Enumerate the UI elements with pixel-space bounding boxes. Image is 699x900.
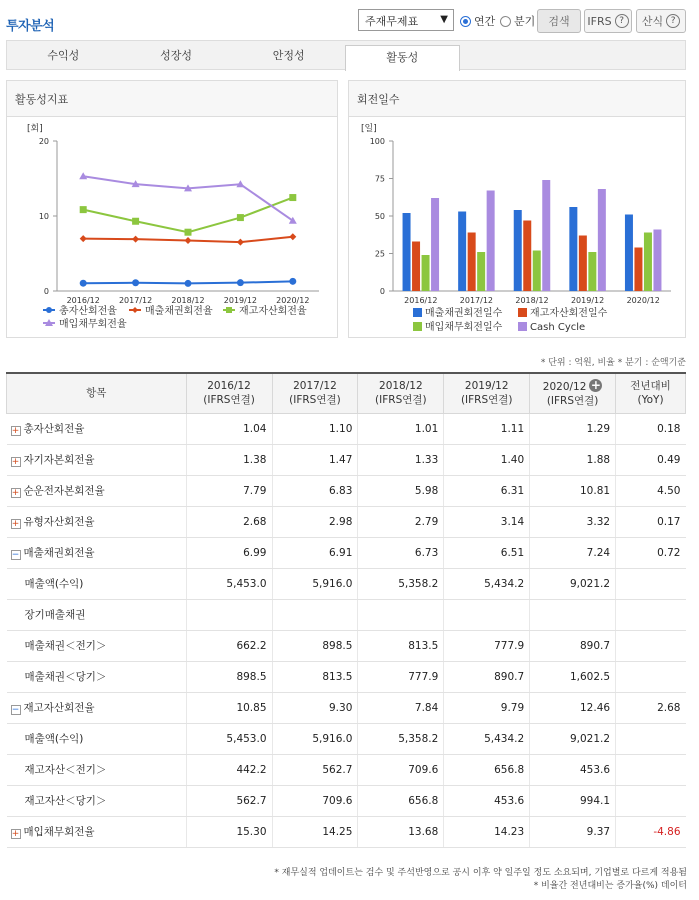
table-row: [7, 568, 686, 599]
value-cell: 442.2: [186, 754, 272, 785]
value-cell: 5,434.2: [444, 723, 530, 754]
data-point: [80, 235, 87, 242]
legend-marker: [226, 307, 232, 313]
value-cell: 1,602.5: [530, 661, 616, 692]
data-point: [132, 218, 139, 225]
legend-swatch: [413, 322, 422, 331]
y-tick-label: 20: [38, 137, 49, 146]
row-label-cell[interactable]: [7, 413, 187, 444]
tab-stability[interactable]: 안정성: [272, 49, 305, 62]
data-point: [237, 279, 244, 286]
value-cell: 15.30: [186, 816, 272, 847]
yoy-cell: 0.17: [616, 506, 686, 537]
header-period: 2020/12: [542, 380, 587, 393]
formula-button-label: 산식: [641, 15, 664, 28]
column-header-item: 항목: [7, 373, 187, 413]
y-tick-label: 100: [369, 137, 385, 146]
value-cell: [272, 599, 358, 630]
yoy-cell: 0.72: [616, 537, 686, 568]
x-tick-label: 2016/12: [404, 296, 438, 305]
value-cell: 3.14: [444, 506, 530, 537]
legend-marker: [132, 307, 138, 313]
value-cell: 1.01: [358, 413, 444, 444]
data-point: [237, 214, 244, 221]
y-tick-label: 0: [43, 287, 49, 296]
legend-label: 재고자산회전일수: [530, 308, 608, 319]
value-cell: [358, 599, 444, 630]
legend-swatch: [518, 308, 527, 317]
header-period: 2016/12: [207, 380, 251, 393]
value-cell: 2.68: [186, 506, 272, 537]
value-cell: 3.32: [530, 506, 616, 537]
radio-quarter-label: 분기: [514, 15, 536, 28]
bar: [514, 210, 522, 291]
row-label-cell[interactable]: [7, 692, 187, 723]
value-cell: [186, 599, 272, 630]
table-row: [7, 630, 686, 661]
row-label: 순운전자본회전율: [23, 485, 105, 497]
value-cell: 890.7: [444, 661, 530, 692]
expand-icon[interactable]: +: [11, 829, 20, 839]
yoy-cell: [616, 661, 686, 692]
bar: [431, 198, 439, 291]
table-row: [7, 537, 686, 568]
legend-label: 총자산회전율: [59, 306, 117, 317]
help-icon: ?: [615, 14, 629, 28]
tab-spacer: [572, 41, 685, 69]
data-point: [237, 239, 244, 246]
column-header-yoy: [616, 373, 686, 413]
bar: [598, 189, 606, 291]
row-label-cell: [7, 754, 187, 785]
value-cell: 662.2: [186, 630, 272, 661]
legend-swatch: [518, 322, 527, 331]
turnover-days-panel: [348, 80, 686, 338]
bar: [579, 236, 587, 292]
activity-table: [6, 372, 686, 848]
value-cell: 9.30: [272, 692, 358, 723]
value-cell: 6.99: [186, 537, 272, 568]
value-cell: 1.88: [530, 444, 616, 475]
legend-swatch: [413, 308, 422, 317]
table-row: [7, 506, 686, 537]
footnote-yoy: * 비율간 전년대비는 증가율(%) 데이터: [533, 881, 687, 891]
value-cell: 1.33: [358, 444, 444, 475]
bar: [542, 180, 550, 291]
y-unit-label: [회]: [27, 124, 43, 134]
table-row: [7, 723, 686, 754]
value-cell: 656.8: [444, 754, 530, 785]
row-label-cell[interactable]: [7, 444, 187, 475]
row-label: 유형자산회전율: [23, 516, 95, 528]
value-cell: 1.40: [444, 444, 530, 475]
data-point: [80, 206, 87, 213]
data-point: [80, 280, 87, 287]
legend-label: 매입채무회전율: [59, 319, 127, 330]
x-tick-label: 2017/12: [118, 296, 153, 305]
value-cell: 5,358.2: [358, 568, 444, 599]
column-header-2017: [272, 373, 358, 413]
value-cell: 5,916.0: [272, 568, 358, 599]
bar: [477, 252, 485, 291]
expand-icon[interactable]: +: [11, 426, 20, 436]
value-cell: 7.79: [186, 475, 272, 506]
add-column-icon[interactable]: +: [590, 377, 601, 392]
header-period: 2017/12: [293, 380, 337, 393]
x-tick-label: 2016/12: [66, 296, 100, 305]
yoy-cell: 2.68: [616, 692, 686, 723]
legend-label: 매출채권회전일수: [425, 308, 503, 319]
data-point: [185, 280, 192, 287]
value-cell: 5.98: [358, 475, 444, 506]
value-cell: 5,916.0: [272, 723, 358, 754]
value-cell: 7.24: [530, 537, 616, 568]
row-label: 재고자산＜당기＞: [24, 795, 107, 807]
yoy-cell: 4.50: [616, 475, 686, 506]
x-tick-label: 2020/12: [276, 296, 310, 305]
radio-annual[interactable]: [460, 13, 495, 29]
y-tick-label: 75: [374, 174, 385, 184]
radio-quarter[interactable]: [500, 13, 535, 29]
row-label: 매출채권회전율: [23, 547, 95, 559]
tab-activity[interactable]: 활동성: [345, 45, 460, 71]
value-cell: 12.46: [530, 692, 616, 723]
value-cell: 777.9: [358, 661, 444, 692]
header-yoy-sub: (YoY): [637, 394, 664, 407]
legend-label: 매출채권회전율: [145, 306, 213, 317]
tab-spacer: [460, 41, 573, 69]
legend-label: Cash Cycle: [530, 322, 586, 333]
value-cell: 562.7: [186, 785, 272, 816]
bar: [458, 212, 466, 292]
value-cell: 6.91: [272, 537, 358, 568]
column-header-2018: [358, 373, 444, 413]
activity-line-chart: [7, 118, 337, 338]
value-cell: 6.51: [444, 537, 530, 568]
bar: [533, 251, 541, 292]
chevron-down-icon: ▼: [440, 14, 448, 25]
table-row: [7, 413, 686, 444]
table-row: [7, 692, 686, 723]
x-tick-label: 2020/12: [626, 296, 660, 305]
activity-ratio-panel: [6, 80, 338, 338]
ifrs-button-label: IFRS: [587, 14, 612, 28]
yoy-cell: 0.18: [616, 413, 686, 444]
table-row: [7, 785, 686, 816]
bar: [468, 233, 476, 292]
value-cell: 14.23: [444, 816, 530, 847]
footnote-update: * 재무실적 업데이트는 검수 및 주석반영으로 공시 이후 약 일주일 정도 소요되며, 기업별로 다르게 적용됨: [274, 868, 687, 878]
statement-select-value: 주재무제표: [365, 15, 419, 28]
panel-title: 활동성지표: [7, 81, 337, 117]
yoy-cell: 0.49: [616, 444, 686, 475]
value-cell: 1.04: [186, 413, 272, 444]
column-header-2016: [186, 373, 272, 413]
header-basis: (IFRS연결): [546, 394, 599, 407]
value-cell: 656.8: [358, 785, 444, 816]
row-label-cell: [7, 568, 187, 599]
statement-select[interactable]: [358, 9, 454, 31]
value-cell: 6.73: [358, 537, 444, 568]
table-row: [7, 599, 686, 630]
table-row: [7, 661, 686, 692]
value-cell: 9,021.2: [530, 568, 616, 599]
bar: [569, 207, 577, 291]
value-cell: 10.85: [186, 692, 272, 723]
value-cell: 6.83: [272, 475, 358, 506]
value-cell: 10.81: [530, 475, 616, 506]
formula-button[interactable]: [636, 9, 686, 33]
value-cell: 6.31: [444, 475, 530, 506]
series-line: [83, 198, 293, 233]
row-label: 자기자본회전율: [23, 454, 95, 466]
row-label: 매출채권＜당기＞: [24, 671, 107, 683]
value-cell: 453.6: [444, 785, 530, 816]
legend-label: 매입채무회전일수: [425, 322, 503, 333]
data-point: [289, 194, 296, 201]
value-cell: 709.6: [358, 754, 444, 785]
header-yoy-label: 전년대비: [630, 380, 671, 393]
row-label-cell: [7, 630, 187, 661]
top-bar: [0, 0, 699, 38]
column-header-2019: [444, 373, 530, 413]
value-cell: 1.47: [272, 444, 358, 475]
bar: [588, 252, 596, 291]
value-cell: 5,453.0: [186, 568, 272, 599]
row-label-cell[interactable]: [7, 816, 187, 847]
data-point: [185, 229, 192, 236]
header-basis: (IFRS연결): [460, 394, 513, 407]
radio-annual-label: 연간: [474, 15, 496, 28]
help-icon: ?: [666, 14, 680, 28]
yoy-cell: [616, 599, 686, 630]
y-tick-label: 25: [374, 249, 385, 259]
expand-icon[interactable]: +: [11, 519, 20, 529]
value-cell: 9.79: [444, 692, 530, 723]
row-label-cell[interactable]: [7, 475, 187, 506]
yoy-cell: -4.86: [616, 816, 686, 847]
value-cell: 813.5: [358, 630, 444, 661]
data-point: [185, 237, 192, 244]
bar: [487, 191, 495, 292]
value-cell: 1.38: [186, 444, 272, 475]
value-cell: 709.6: [272, 785, 358, 816]
row-label: 매출채권＜전기＞: [24, 640, 107, 652]
yoy-cell: [616, 630, 686, 661]
y-tick-label: 0: [379, 287, 385, 296]
table-row: [7, 444, 686, 475]
bar: [412, 242, 420, 292]
row-label: 재고자산회전율: [23, 702, 95, 714]
value-cell: 994.1: [530, 785, 616, 816]
value-cell: 7.84: [358, 692, 444, 723]
row-label-cell: [7, 723, 187, 754]
value-cell: 1.29: [530, 413, 616, 444]
radio-checked-icon: [460, 16, 471, 27]
collapse-icon[interactable]: −: [11, 705, 20, 715]
bar: [523, 221, 531, 292]
table-header-row: [7, 373, 686, 413]
table-row: [7, 754, 686, 785]
expand-icon[interactable]: +: [11, 488, 20, 498]
data-point: [132, 279, 139, 286]
series-line: [83, 176, 293, 220]
tab-growth[interactable]: 성장성: [160, 49, 192, 62]
radio-unchecked-icon: [500, 16, 511, 27]
row-label: 재고자산＜전기＞: [24, 764, 107, 776]
legend-label: 재고자산회전율: [239, 306, 307, 317]
value-cell: 13.68: [358, 816, 444, 847]
header-basis: (IFRS연결): [375, 394, 427, 407]
value-cell: 5,358.2: [358, 723, 444, 754]
header-period: 2018/12: [379, 380, 423, 393]
row-label-cell[interactable]: [7, 506, 187, 537]
data-point: [289, 278, 296, 285]
tab-profitability[interactable]: 수익성: [47, 49, 80, 62]
table-row: [7, 816, 686, 847]
bar: [634, 248, 642, 292]
yoy-cell: [616, 754, 686, 785]
header-basis: (IFRS연결): [289, 394, 341, 407]
value-cell: 898.5: [272, 630, 358, 661]
x-tick-label: 2019/12: [570, 296, 605, 305]
y-tick-label: 50: [374, 212, 385, 221]
row-label-cell[interactable]: [7, 537, 187, 568]
expand-icon[interactable]: +: [11, 457, 20, 467]
header-basis: (IFRS연결): [203, 394, 255, 407]
analysis-tabs: [6, 40, 686, 70]
turnover-bar-chart: [349, 118, 685, 338]
yoy-cell: [616, 568, 686, 599]
unit-note: * 단위 : 억원, 비율 * 분기 : 순액기준: [540, 358, 686, 368]
collapse-icon[interactable]: −: [11, 550, 20, 560]
bar: [403, 213, 411, 291]
x-tick-label: 2017/12: [459, 296, 494, 305]
y-unit-label: [일]: [361, 124, 377, 134]
value-cell: 5,453.0: [186, 723, 272, 754]
value-cell: 1.11: [444, 413, 530, 444]
bar: [644, 233, 652, 292]
column-header-2020: [530, 373, 616, 413]
value-cell: [530, 599, 616, 630]
value-cell: 453.6: [530, 754, 616, 785]
ifrs-button[interactable]: [584, 9, 632, 33]
value-cell: 14.25: [272, 816, 358, 847]
page-title: 투자분석: [6, 19, 55, 34]
data-point: [132, 236, 139, 243]
row-label: 매출액(수익): [24, 578, 84, 590]
row-label-cell: [7, 785, 187, 816]
value-cell: 9.37: [530, 816, 616, 847]
table-row: [7, 475, 686, 506]
value-cell: [444, 599, 530, 630]
row-label: 매출액(수익): [24, 733, 84, 745]
row-label: 매입채무회전율: [23, 826, 95, 838]
bar: [422, 255, 430, 291]
value-cell: 898.5: [186, 661, 272, 692]
value-cell: 2.98: [272, 506, 358, 537]
value-cell: 2.79: [358, 506, 444, 537]
bar: [625, 215, 633, 292]
row-label: 장기매출채권: [24, 609, 86, 621]
x-tick-label: 2018/12: [171, 296, 205, 305]
x-tick-label: 2018/12: [515, 296, 549, 305]
search-button[interactable]: 검색: [537, 9, 581, 33]
value-cell: 890.7: [530, 630, 616, 661]
row-label-cell: [7, 661, 187, 692]
panel-title: 회전일수: [349, 81, 685, 117]
header-period: 2019/12: [464, 380, 509, 393]
value-cell: 5,434.2: [444, 568, 530, 599]
value-cell: 1.10: [272, 413, 358, 444]
legend-marker: [46, 307, 52, 313]
x-tick-label: 2019/12: [223, 296, 258, 305]
value-cell: 777.9: [444, 630, 530, 661]
value-cell: 813.5: [272, 661, 358, 692]
yoy-cell: [616, 723, 686, 754]
value-cell: 562.7: [272, 754, 358, 785]
value-cell: 9,021.2: [530, 723, 616, 754]
data-point: [289, 233, 296, 240]
yoy-cell: [616, 785, 686, 816]
y-tick-label: 10: [38, 212, 49, 221]
table-body: [7, 413, 686, 847]
bar: [653, 230, 661, 292]
row-label: 총자산회전율: [23, 423, 85, 435]
row-label-cell: [7, 599, 187, 630]
